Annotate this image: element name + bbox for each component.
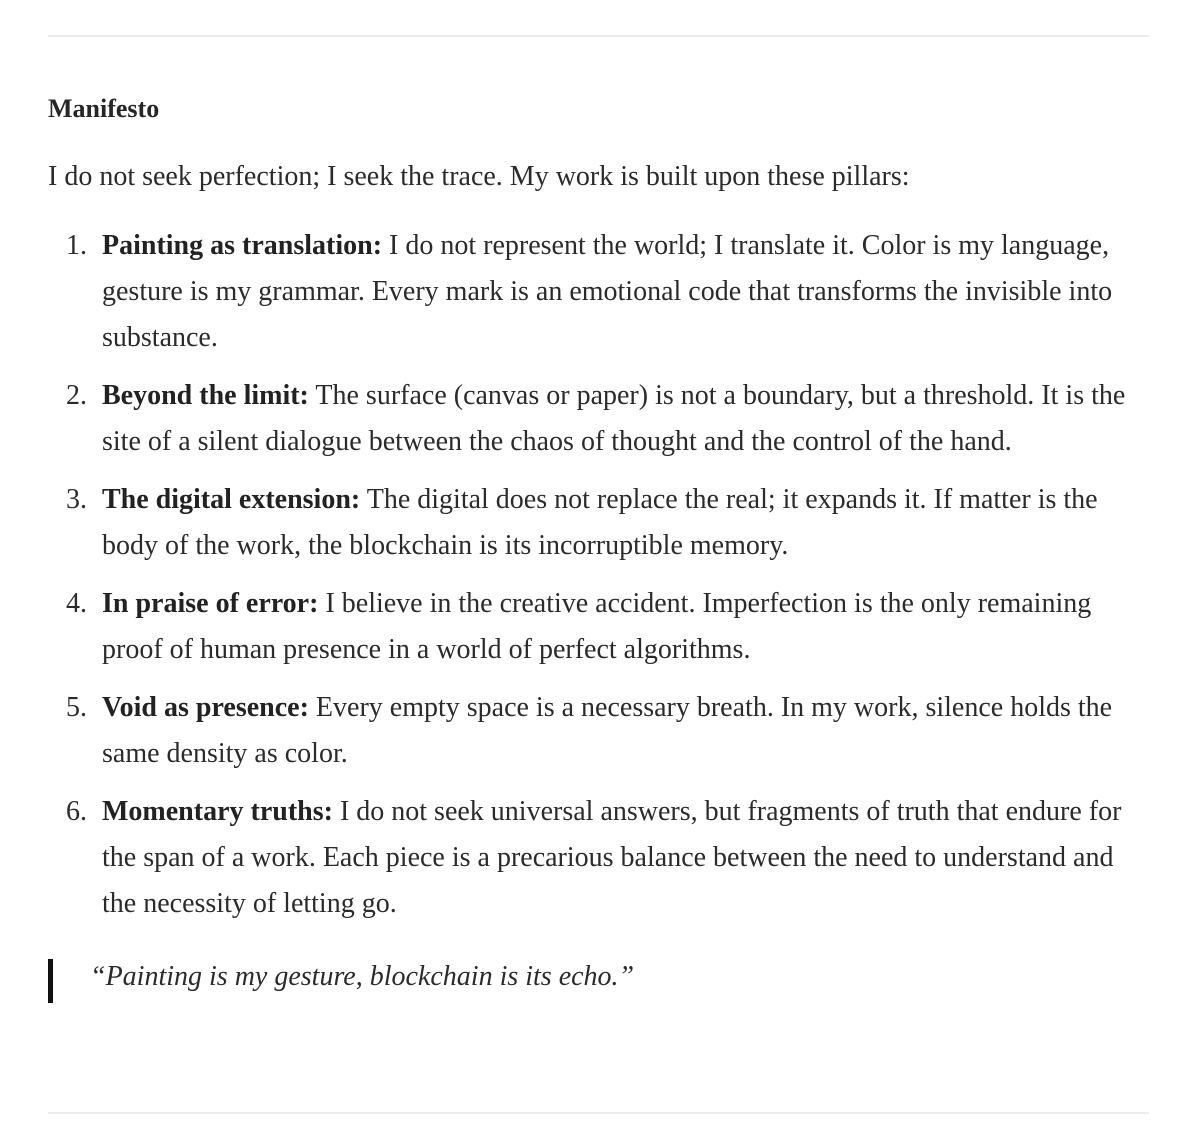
top-divider — [48, 35, 1149, 37]
intro-paragraph: I do not seek perfection; I seek the trace. My work is built upon these pillars: — [48, 161, 910, 192]
pillar-text: I do not represent the world; I translate it. Color is my language, gesture is my grammar. Every mark is an emotional code that transforms the invisible into substance. — [102, 230, 1113, 353]
section-heading: Manifesto — [48, 94, 160, 123]
list-number: 2. — [66, 380, 87, 411]
pillars-list — [48, 223, 1149, 927]
pillar-text: Every empty space is a necessary breath. In my work, silence holds the same density as color. — [102, 692, 1113, 769]
list-number: 1. — [66, 230, 87, 261]
quote-bar — [48, 959, 53, 1003]
pillar-term: Beyond the limit: — [102, 380, 309, 411]
list-item — [48, 685, 1149, 777]
list-item — [48, 789, 1149, 927]
list-item — [48, 223, 1149, 361]
quote-text: “Painting is my gesture, blockchain is its echo.” — [90, 961, 635, 992]
pillar-term: The digital extension: — [102, 484, 361, 515]
pillar-term: Painting as translation: — [102, 230, 383, 261]
pillar-text: The surface (canvas or paper) is not a boundary, but a threshold. It is the site of a silent dialogue between the chaos of thought and the control of the hand. — [102, 380, 1126, 457]
bottom-divider — [48, 1112, 1149, 1114]
pillar-term: In praise of error: — [102, 588, 319, 619]
pillar-term: Void as presence: — [102, 692, 309, 723]
list-item — [48, 373, 1149, 465]
pillar-text: The digital does not replace the real; it expands it. If matter is the body of the work, the blockchain is its incorruptible memory. — [102, 484, 1098, 561]
list-number: 3. — [66, 484, 87, 515]
list-item — [48, 581, 1149, 673]
pillar-term: Momentary truths: — [102, 796, 333, 827]
list-number: 6. — [66, 796, 87, 827]
pillar-text: I do not seek universal answers, but fragments of truth that endure for the span of a work. Each piece is a precarious balance between the need to understand and the necessity of letting go. — [102, 796, 1122, 919]
list-number: 5. — [66, 692, 87, 723]
list-number: 4. — [66, 588, 87, 619]
manifesto-section — [48, 0, 1149, 1003]
closing-quote — [48, 957, 1149, 1003]
pillar-text: I believe in the creative accident. Imperfection is the only remaining proof of human presence in a world of perfect algorithms. — [102, 588, 1092, 665]
list-item — [48, 477, 1149, 569]
